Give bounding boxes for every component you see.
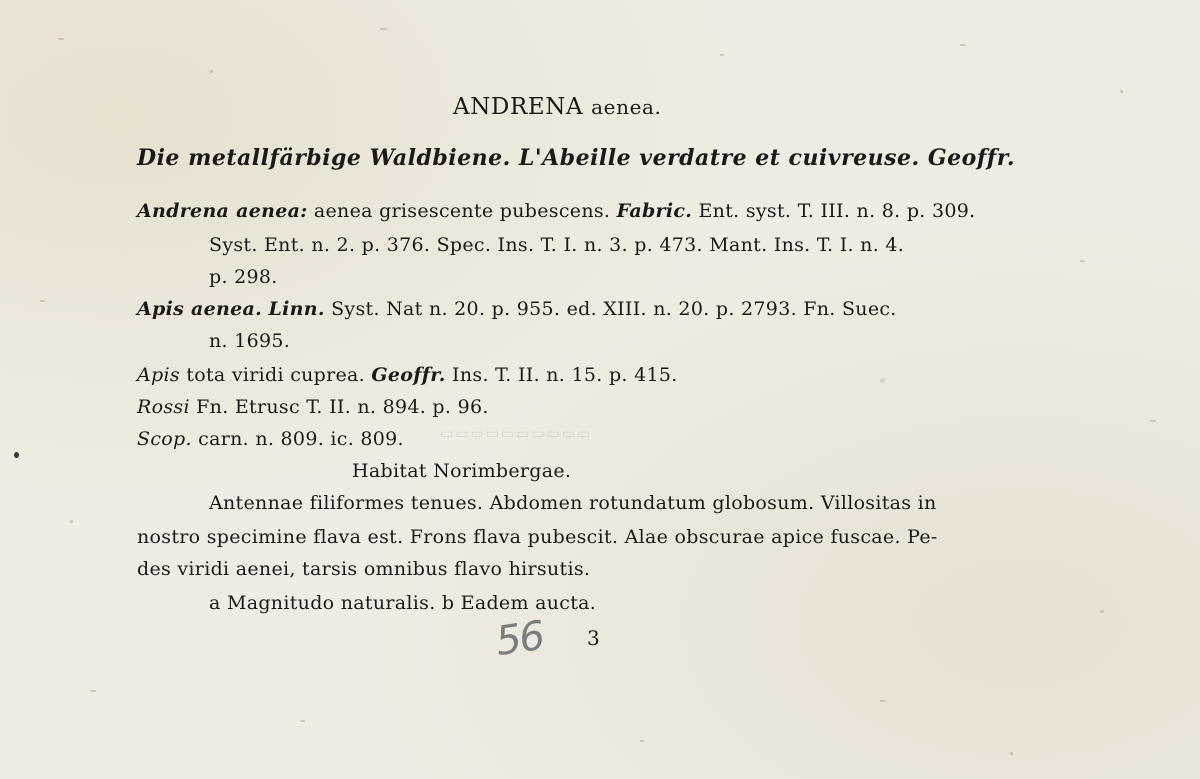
reference: Ent. syst. T. III. n. 8. p. 309.	[698, 200, 976, 222]
synonym-line-6	[137, 364, 678, 386]
synonym-line-5: n. 1695.	[209, 330, 291, 352]
reference: Fn. Etrusc T. II. n. 894. p. 96.	[196, 396, 489, 418]
taxon-description: tota viridi cuprea.	[186, 364, 366, 386]
description-line-3: des viridi aenei, tarsis omnibus flavo hirsutis.	[137, 558, 591, 580]
synonym-line-8	[137, 428, 404, 450]
reference: Ins. T. II. n. 15. p. 415.	[452, 364, 678, 386]
species-name: aenea.	[591, 95, 662, 119]
author-name: Scop.	[137, 428, 192, 450]
reference: carn. n. 809. ic. 809.	[198, 428, 404, 450]
page-number: 3	[587, 626, 601, 650]
taxon-name: Apis aenea.	[137, 298, 263, 320]
reference: Syst. Nat n. 20. p. 955. ed. XIII. n. 20. p. 2793. Fn. Suec.	[331, 298, 897, 320]
synonym-line-7	[137, 396, 489, 418]
synonym-line-2: Syst. Ent. n. 2. p. 376. Spec. Ins. T. I. n. 3. p. 473. Mant. Ins. T. I. n. 4.	[209, 234, 905, 256]
description-line-2: nostro specimine flava est. Frons flava pubescit. Alae obscurae apice fuscae. Pe-	[137, 526, 938, 548]
show-through-text: ▭▭▭▭▭▭▭▭▭▭	[440, 426, 593, 442]
author-name: Rossi	[137, 396, 190, 418]
figure-caption: a Magnitudo naturalis. b Eadem aucta.	[209, 592, 597, 614]
taxon-name: Apis	[137, 364, 180, 386]
taxon-description: aenea grisescente pubescens.	[313, 200, 611, 222]
description-line-1: Antennae filiformes tenues. Abdomen rotundatum globosum. Villositas in	[209, 492, 937, 514]
author-name: Geoffr.	[371, 364, 446, 386]
taxon-name: Andrena aenea:	[137, 200, 308, 222]
author-name: Fabric.	[616, 200, 693, 222]
common-names: Die metallfärbige Waldbiene. L'Abeille verdatre et cuivreuse. Geoffr.	[137, 145, 1015, 171]
synonym-line-3: p. 298.	[209, 266, 278, 288]
genus-name: ANDRENA	[453, 94, 584, 120]
author-name: Linn.	[268, 298, 325, 320]
habitat: Habitat Norimbergae.	[352, 460, 572, 482]
pencil-annotation: 56	[493, 612, 546, 666]
synonym-line-1	[137, 200, 975, 222]
page-title	[453, 94, 662, 120]
synonym-line-4	[137, 298, 897, 320]
